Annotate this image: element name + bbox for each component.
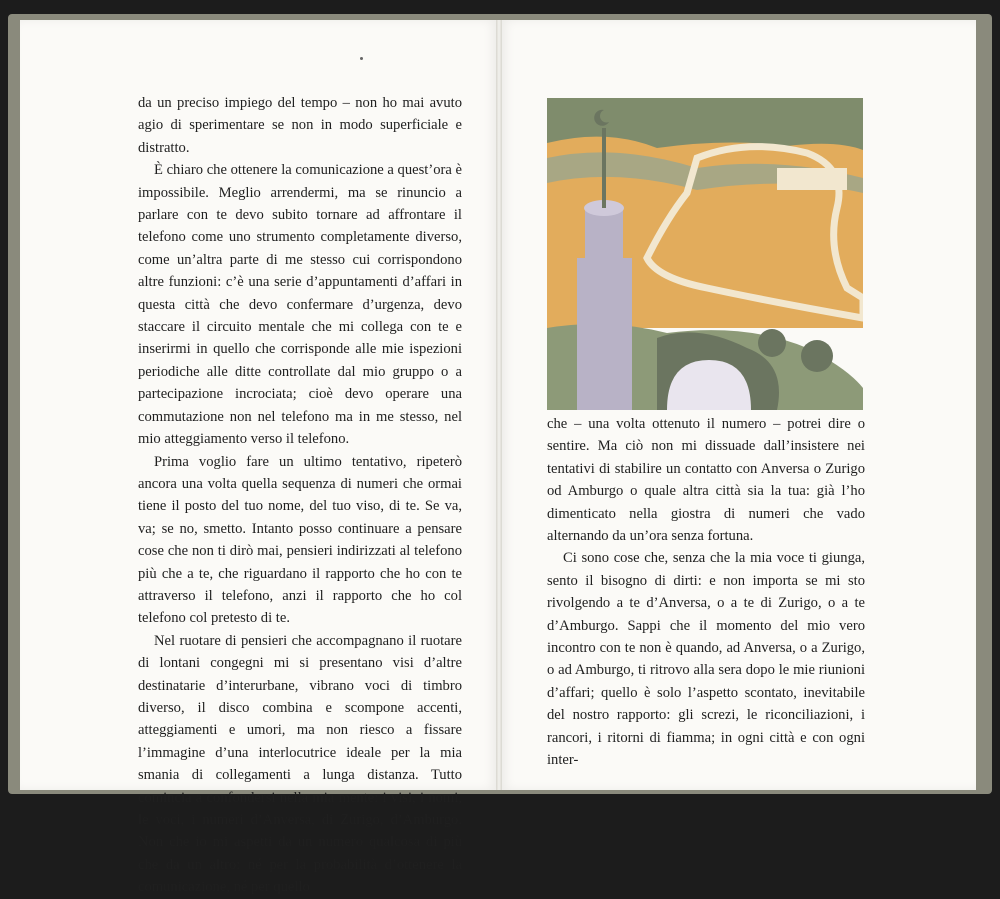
left-page-text (138, 92, 462, 899)
page-speck (360, 57, 363, 60)
minaret-tower (577, 258, 632, 410)
book-gutter (496, 20, 502, 790)
paragraph: Ci sono cose che, senza che la mia voce ti giunga, sento il bisogno di dirti: e non importa se mi sto rivolgendo a te d’Anversa, o a te di Zurigo, o a te d’Amburgo. Sappi che il momento del mio vero incontro con te non è quando, ad Anversa, o a Zurigo, o ad Amburgo, ti ritrovo alla sera dopo le mie riunioni d’affari; quello è solo l’aspetto scontato, inevitabile del nostro rapporto: gli screzi, le riconciliazioni, i rancori, i ritorni di fiamma; in ogni città e con ogni inter- (547, 550, 865, 769)
paragraph: Nel ruotare di pensieri che accompagnano il ruotare di lontani congegni mi si presentano visi d’altre destinatarie d’interurbane, vibrano voci di timbro diverso, il disco combina e scompone accenti, atteggiamenti e umori, ma non riesco a fissare l’immagine d’una interlocutrice ideale per la mia smania di collegamenti a lunga distanza. Tutto comincia a confondersi nella mia mente: i visi, i nomi, le voci, i numeri d’Anversa, di Zurigo, d’Amburgo. Non che io mi aspetti da un numero qualcosa di più che da un altro: né per la probabilità d’ottenere la comunicazione, né per quello (138, 632, 462, 896)
minaret-spire (602, 128, 606, 208)
right-page-text (547, 413, 865, 772)
paragraph: È chiaro che ottenere la comunicazione a quest’ora è impossibile. Meglio arrendermi, ma se rinuncio a parlare con te devo subito tornare ad affrontare il telefono come uno strumento completamente diverso, come un’altra parte di me stesso cui corrispondono altre funzioni: c’è una serie d’appuntamenti d’affari in questa città che devo confermare d’urgenza, devo staccare il circuito mentale che mi collega con te e inserirmi in quello che corrisponde alle mie ispezioni periodiche alle ditte controllate dal mio gruppo o a partecipazione incrociata; cioè devo operare una commutazione non nel telefono ma in me stesso, nel mio atteggiamento verso il telefono. (138, 162, 462, 448)
hill-town (777, 168, 847, 190)
minaret-upper (585, 208, 623, 263)
paragraph: Prima voglio fare un ultimo tentativo, ripeterò ancora una volta quella sequenza di numeri che ormai tiene il posto del tuo nome, del tuo viso, di te. Se va, va; se no, smetto. Intanto posso continuare a pensare cose che non ti dirò mai, pensieri indirizzati al telefono più che a te, che riguardano il rapporto che ho con te attraverso il telefono, anzi il rapporto che ho col telefono col pretesto di te. (138, 453, 462, 627)
palm-tree (801, 340, 833, 372)
paragraph: che – una volta ottenuto il numero – potrei dire o sentire. Ma ciò non mi dissuade dall’insistere nei tentativi di stabilire un contatto con Anversa o Zurigo od Amburgo o quale altra città sia la tua: già l’ho dimenticato nella giostra di numeri che vado alternando da un’ora senza fortuna. (547, 416, 865, 545)
paragraph: da un preciso impiego del tempo – non ho mai avuto agio di sperimentare se non in modo superficiale e distratto. (138, 95, 462, 156)
landscape-illustration (547, 98, 863, 410)
palm-tree (758, 329, 786, 357)
